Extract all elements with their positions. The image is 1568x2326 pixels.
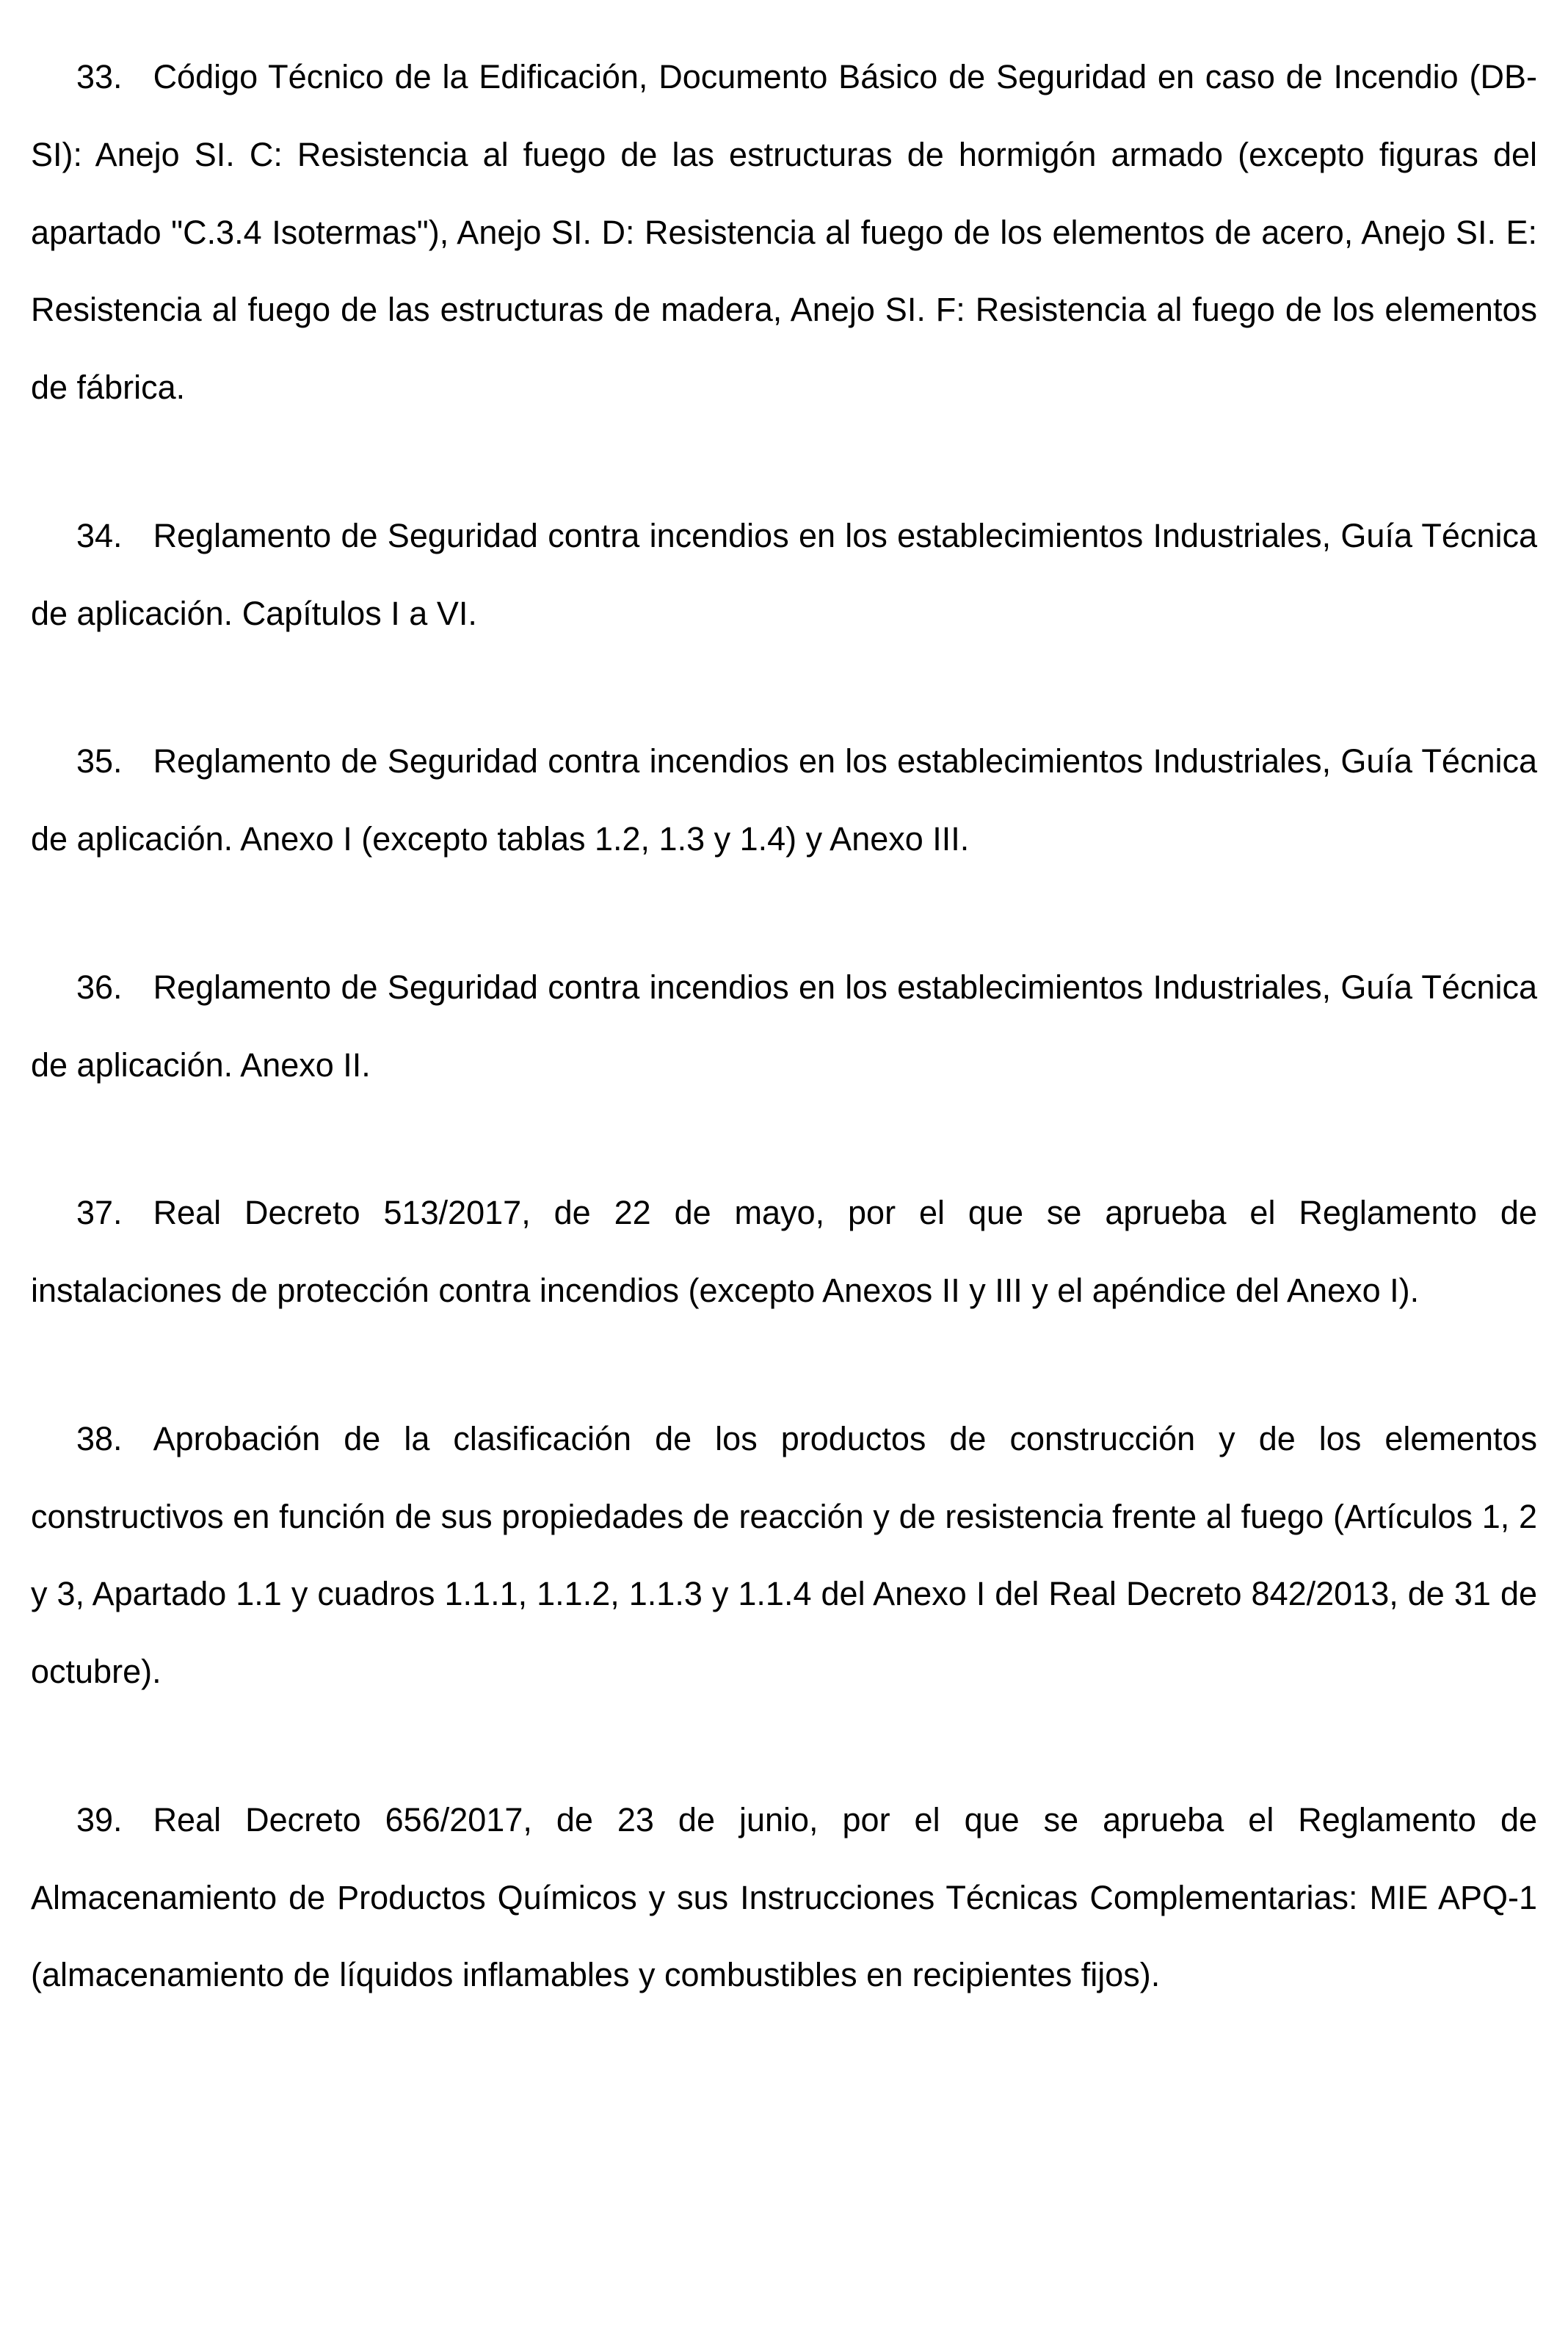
- item-text: Reglamento de Seguridad contra incendios en los establecimientos Industriales, Guía Técnica de aplicación. Anexo I (excepto tablas 1.2, 1.3 y 1.4) y Anexo III.: [31, 742, 1537, 858]
- list-item: [31, 497, 1537, 653]
- item-text: Reglamento de Seguridad contra incendios en los establecimientos Industriales, Guía Técnica de aplicación. Anexo II.: [31, 968, 1537, 1084]
- item-text: Real Decreto 656/2017, de 23 de junio, por el que se aprueba el Reglamento de Almacenamiento de Productos Químicos y sus Instrucciones Técnicas Complementarias: MIE APQ-1 (almacenamiento de líquidos inflamables y combustibles en recipientes fijos).: [31, 1800, 1537, 1994]
- list-item: [31, 949, 1537, 1104]
- list-item: [31, 38, 1537, 427]
- item-number: 33.: [76, 58, 123, 95]
- item-number: 38.: [76, 1419, 123, 1457]
- list-item: [31, 722, 1537, 878]
- item-number: 39.: [76, 1800, 123, 1838]
- item-number: 36.: [76, 968, 123, 1006]
- list-item: [31, 1400, 1537, 1711]
- item-number: 37.: [76, 1194, 123, 1232]
- item-number: 34.: [76, 516, 123, 554]
- list-item: [31, 1781, 1537, 2014]
- list-item: [31, 1174, 1537, 1330]
- item-text: Real Decreto 513/2017, de 22 de mayo, por el que se aprueba el Reglamento de instalaciones de protección contra incendios (excepto Anexos II y III y el apéndice del Anexo I).: [31, 1194, 1537, 1309]
- item-text: Reglamento de Seguridad contra incendios en los establecimientos Industriales, Guía Técnica de aplicación. Capítulos I a VI.: [31, 516, 1537, 632]
- document-page: [31, 38, 1537, 2014]
- item-text: Código Técnico de la Edificación, Documento Básico de Seguridad en caso de Incendio (DB-SI): Anejo SI. C: Resistencia al fuego de las estructuras de hormigón armado (excepto figuras del apartado "C.3.4 Isotermas"), Anejo SI. D: Resistencia al fuego de los elementos de acero, Anejo SI. E: Resistencia al fuego de las estructuras de madera, Anejo SI. F: Resistencia al fuego de los elementos de fábrica.: [31, 58, 1537, 406]
- item-text: Aprobación de la clasificación de los productos de construcción y de los elementos constructivos en función de sus propiedades de reacción y de resistencia frente al fuego (Artículos 1, 2 y 3, Apartado 1.1 y cuadros 1.1.1, 1.1.2, 1.1.3 y 1.1.4 del Anexo I del Real Decreto 842/2013, de 31 de octubre).: [31, 1419, 1537, 1690]
- item-number: 35.: [76, 742, 123, 780]
